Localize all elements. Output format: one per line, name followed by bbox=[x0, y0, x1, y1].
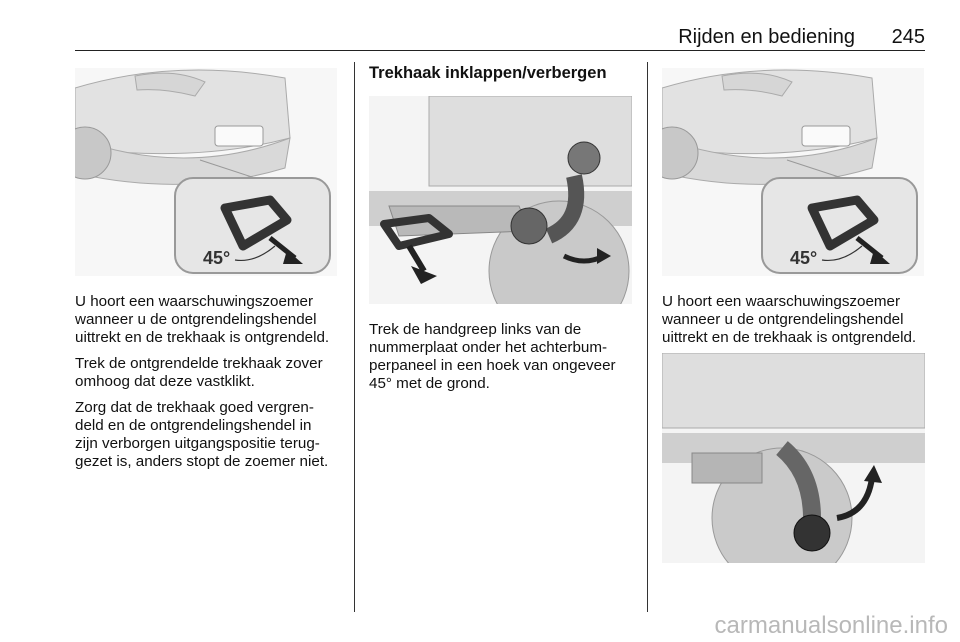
column-1-text bbox=[75, 293, 345, 479]
angle-label: 45° bbox=[203, 248, 231, 268]
paragraph: Trek de handgreep links van de nummerplaat onder het achterbum- perpaneel in een hoek van ongeveer 45° met de grond. bbox=[369, 321, 616, 392]
column-divider-2 bbox=[647, 62, 648, 612]
column-divider-1 bbox=[354, 62, 355, 612]
section-title: Rijden en bediening bbox=[678, 26, 855, 48]
page-header bbox=[75, 22, 925, 51]
section-heading: Trekhaak inklappen/verbergen bbox=[369, 64, 607, 82]
figure-release-lever bbox=[75, 68, 337, 276]
paragraph: Zorg dat de trekhaak goed vergren- deld en de ontgrendelingshendel in zijn verborgen uitgangspositie terug- gezet is, anders stopt de zoemer niet. bbox=[75, 399, 329, 470]
paragraph: U hoort een waarschuwingszoemer wanneer u de ontgrendelingshendel uittrekt en de trekhaak is ontgrendeld. bbox=[662, 293, 917, 346]
figure-towbar-fold bbox=[369, 96, 632, 304]
figure-towbar-stow bbox=[662, 353, 925, 563]
watermark: carmanualsonline.info bbox=[714, 612, 948, 639]
figure-release-lever-2 bbox=[662, 68, 924, 276]
column-2-text bbox=[369, 321, 639, 401]
column-3-text bbox=[662, 293, 937, 355]
page-number: 245 bbox=[891, 26, 925, 48]
paragraph: Trek de ontgrendelde trekhaak zover omhoog dat deze vastklikt. bbox=[75, 355, 323, 390]
paragraph: U hoort een waarschuwingszoemer wanneer u de ontgrendelingshendel uittrekt en de trekhaak is ontgrendeld. bbox=[75, 293, 330, 346]
angle-label: 45° bbox=[790, 248, 818, 268]
